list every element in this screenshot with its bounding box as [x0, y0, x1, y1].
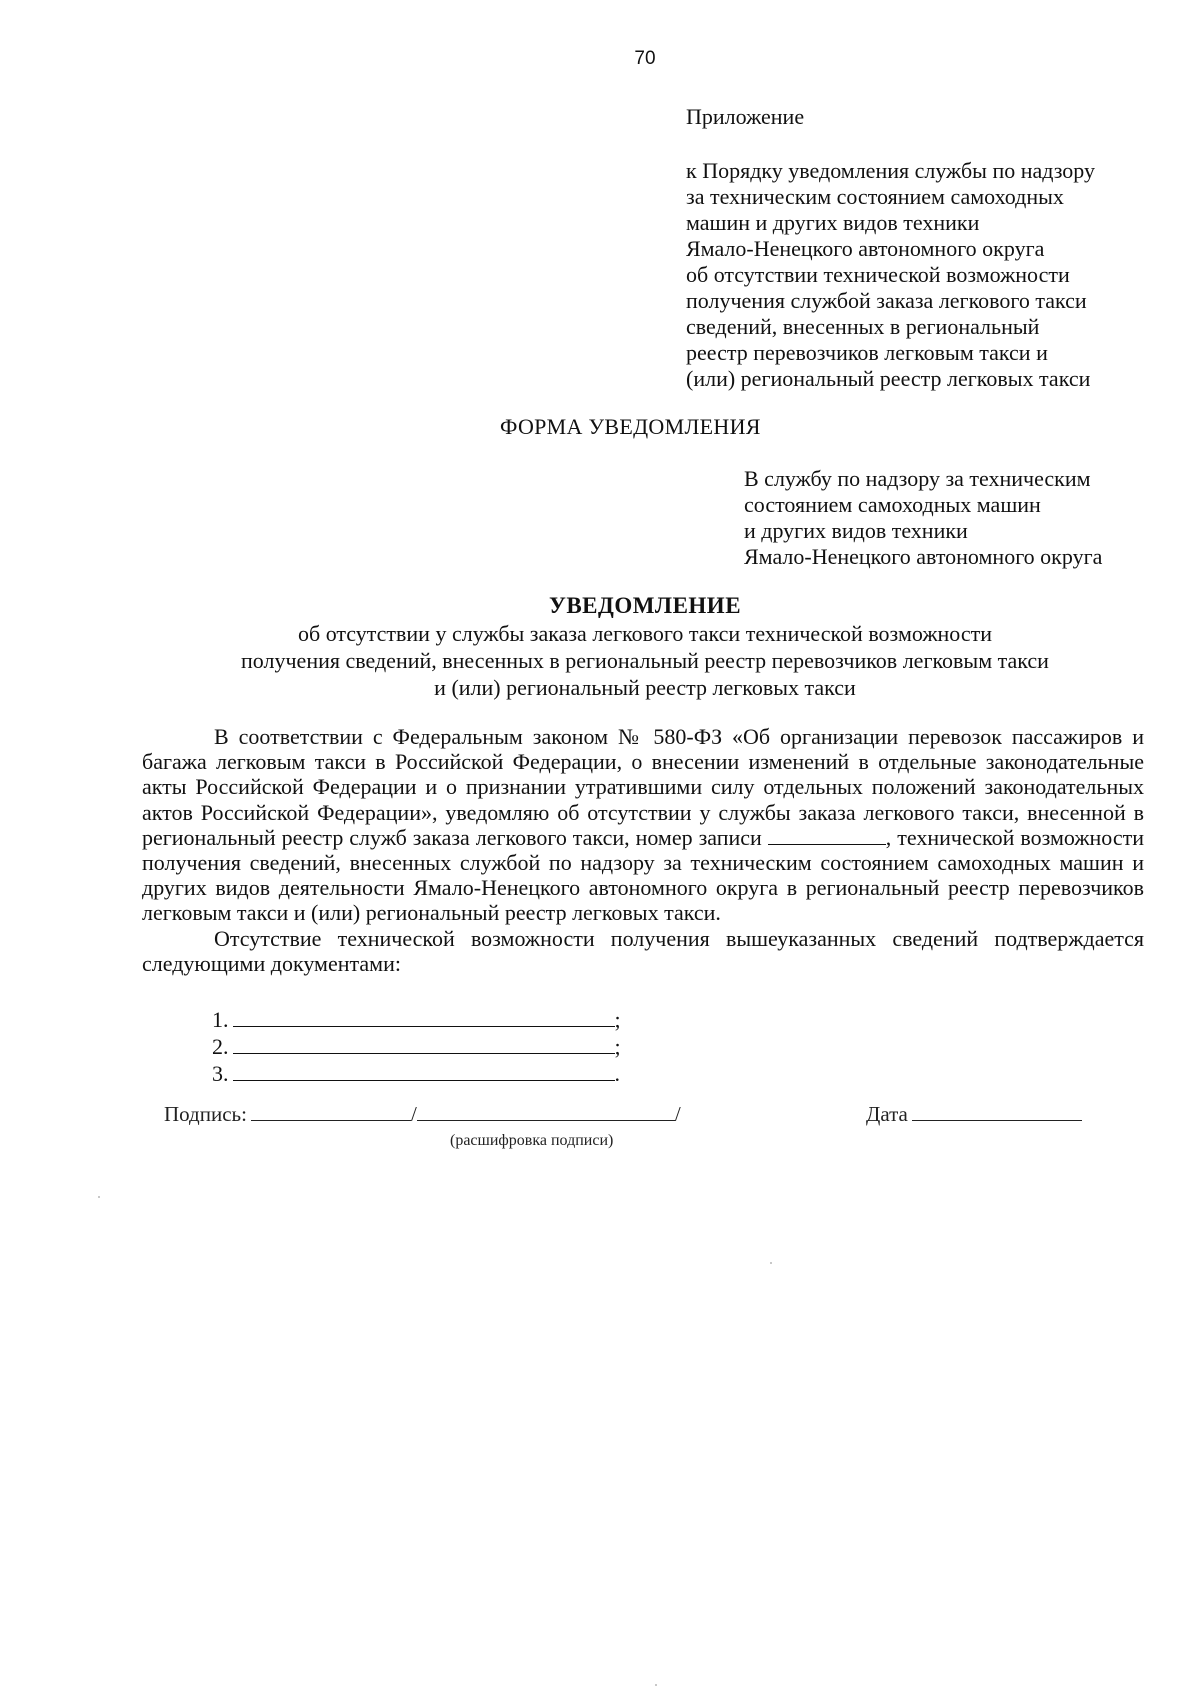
- addressee-line: Ямало-Ненецкого автономного округа: [744, 544, 1103, 569]
- record-number-field[interactable]: [768, 844, 886, 845]
- signature-separator: /: [674, 1102, 681, 1126]
- form-title: ФОРМА УВЕДОМЛЕНИЯ: [500, 414, 761, 439]
- body-p1-start: В соответствии с Федеральным законом № 580-ФЗ «Об организации перевозок пассажиров и багажа легковым такси в Российской Федерации, о внесении изменений в отдельные законодательные акты Российской Федерации и о признании утратившими силу отдельных положений законодательных актов Российской Федерации», уведомляю об отсутствии у службы заказа легкового такси, внесенной в региональный реестр служб заказа легкового такси, номер записи: [142, 724, 1144, 850]
- body-paragraph-1: [142, 724, 1144, 926]
- document-item: [212, 1006, 621, 1033]
- addressee-line: В службу по надзору за техническим: [744, 466, 1091, 491]
- document-item-end: ;: [614, 1034, 621, 1059]
- document-2-field[interactable]: [233, 1033, 615, 1054]
- appendix-line: об отсутствии технической возможности: [686, 262, 1070, 287]
- notice-title: УВЕДОМЛЕНИЕ: [548, 593, 742, 618]
- signature-decoding-field[interactable]: [417, 1102, 675, 1121]
- appendix-description: [686, 158, 1156, 392]
- appendix-line: реестр перевозчиков легковым такси и: [686, 340, 1048, 365]
- notice-body: [142, 724, 1144, 976]
- notice-subtitle: [0, 620, 1200, 701]
- document-item-end: .: [614, 1061, 620, 1086]
- documents-list: [212, 1006, 621, 1087]
- body-p1-end: , технической возможности получения сведений, внесенных службой по надзору за техническим состоянием самоходных машин и других видов деятельности Ямало-Ненецкого автономного округа в региональный реестр перевозчиков легковым такси и (или) региональный реестр легковых такси.: [142, 824, 1144, 926]
- notice-subtitle-line: получения сведений, внесенных в региональный реестр перевозчиков легковым такси: [241, 648, 1049, 673]
- addressee-block: [744, 466, 1102, 570]
- scan-speck: [770, 1262, 772, 1264]
- document-item-number: 2.: [212, 1034, 229, 1059]
- signature-separator: /: [410, 1102, 417, 1126]
- appendix-line: за техническим состоянием самоходных: [686, 184, 1064, 209]
- document-item-number: 3.: [212, 1061, 229, 1086]
- signature-decoding-hint: (расшифровка подписи): [450, 1132, 614, 1149]
- document-item-end: ;: [614, 1007, 621, 1032]
- body-paragraph-2: Отсутствие технической возможности получения вышеуказанных сведений подтверждается следующими документами:: [142, 925, 1144, 976]
- addressee-line: состоянием самоходных машин: [744, 492, 1041, 517]
- appendix-line: сведений, внесенных в региональный: [686, 314, 1040, 339]
- notice-subtitle-line: об отсутствии у службы заказа легкового такси технической возможности: [298, 621, 992, 646]
- date-row: [866, 1102, 1082, 1127]
- appendix-line: машин и других видов техники: [686, 210, 980, 235]
- date-label: Дата: [866, 1102, 908, 1126]
- document-item-number: 1.: [212, 1007, 229, 1032]
- document-item: [212, 1060, 621, 1087]
- date-field[interactable]: [912, 1102, 1082, 1121]
- scan-speck: [655, 1684, 657, 1686]
- appendix-line: (или) региональный реестр легковых такси: [686, 366, 1091, 391]
- signature-row: [164, 1102, 681, 1127]
- signature-field[interactable]: [251, 1102, 411, 1121]
- signature-label: Подпись:: [164, 1102, 247, 1126]
- notice-subtitle-line: и (или) региональный реестр легковых такси: [434, 675, 856, 700]
- scan-speck: [98, 1196, 100, 1198]
- document-3-field[interactable]: [233, 1060, 615, 1081]
- appendix-line: получения службой заказа легкового такси: [686, 288, 1087, 313]
- appendix-line: к Порядку уведомления службы по надзору: [686, 158, 1095, 183]
- appendix-title: Приложение: [686, 104, 805, 129]
- page-number: 70: [634, 48, 656, 69]
- document-1-field[interactable]: [233, 1006, 615, 1027]
- appendix-line: Ямало-Ненецкого автономного округа: [686, 236, 1045, 261]
- document-item: [212, 1033, 621, 1060]
- addressee-line: и других видов техники: [744, 518, 968, 543]
